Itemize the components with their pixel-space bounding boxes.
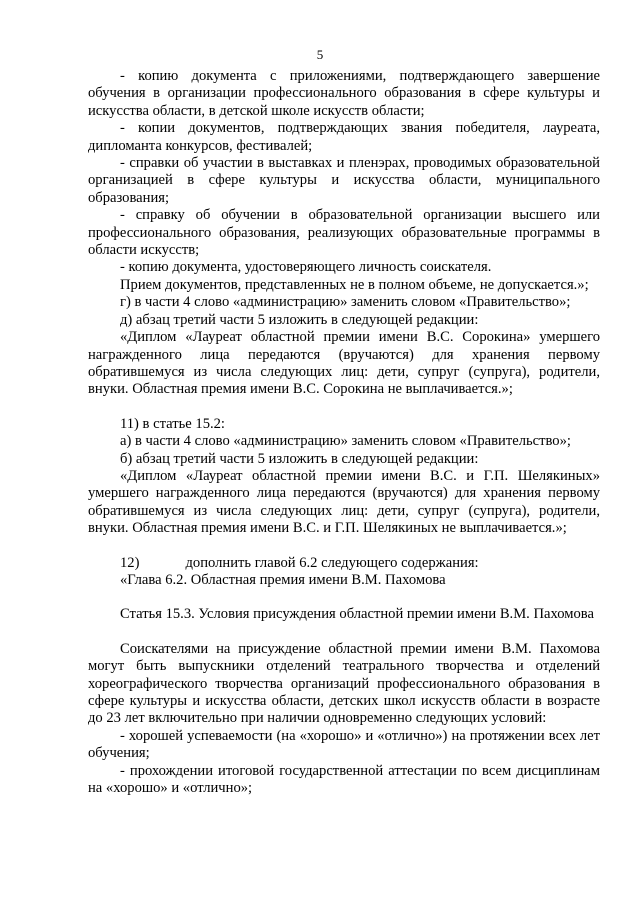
spacer xyxy=(88,538,600,555)
page-number: 5 xyxy=(316,47,324,62)
paragraph: - копию документа, удостоверяющего личность соискателя. xyxy=(120,259,492,276)
paragraph: 11) в статье 15.2: xyxy=(120,415,225,432)
paragraph: г) в части 4 слово «администрацию» заменить словом «Правительство»; xyxy=(120,294,571,311)
paragraph: б) абзац третий части 5 изложить в следующей редакции: xyxy=(120,450,479,467)
list-number: 12) xyxy=(120,554,140,571)
paragraph: - прохождении итоговой государственной аттестации по всем дисциплинам на «хорошо» и «отлично»; xyxy=(88,762,600,797)
list-item-12 xyxy=(88,555,600,572)
spacer xyxy=(88,624,600,641)
paragraph: «Диплом «Лауреат областной премии имени В.С. и Г.П. Шелякиных» умершего награжденного лица передаются (вручаются) для хранения первому обратившемуся из числа следующих лиц: дети, супруг (супруга), родители, внуки. Областная премия имени В.С. и Г.П. Шелякиных не выплачивается.»; xyxy=(88,467,600,537)
paragraph: а) в части 4 слово «администрацию» заменить словом «Правительство»; xyxy=(120,433,571,450)
spacer xyxy=(88,589,600,606)
document-body xyxy=(88,68,600,797)
chapter-heading: «Глава 6.2. Областная премия имени В.М. Пахомова xyxy=(120,571,446,588)
paragraph: - хорошей успеваемости (на «хорошо» и «отлично») на протяжении всех лет обучения; xyxy=(88,727,600,762)
paragraph: Соискателями на присуждение областной премии имени В.М. Пахомова могут быть выпускники отделений театрального творчества и отделений хореографического творчества организаций профессионального образования в сфере культуры и искусства области, детских школ искусств области в возрасте до 23 лет включительно при наличии одновременно следующих условий: xyxy=(88,640,600,727)
paragraph: д) абзац третий части 5 изложить в следующей редакции: xyxy=(120,311,479,328)
paragraph: Прием документов, представленных не в полном объеме, не допускается.»; xyxy=(120,276,589,293)
paragraph: - справку об обучении в образовательной организации высшего или профессионального образования, реализующих образовательные программы в области искусств; xyxy=(88,207,600,259)
paragraph: - копию документа с приложениями, подтверждающего завершение обучения в организации профессионального образования в сфере культуры и искусства области, в детской школе искусств области; xyxy=(88,68,600,119)
paragraph: - справки об участии в выставках и пленэрах, проводимых образовательной организацией в сфере культуры и искусства области, муниципального образования; xyxy=(88,155,600,206)
list-text: дополнить главой 6.2 следующего содержания: xyxy=(185,554,479,571)
paragraph: «Диплом «Лауреат областной премии имени В.С. Сорокина» умершего награжденного лица передаются (вручаются) для хранения первому обратившемуся из числа следующих лиц: дети, супруг (супруга), родители, внуки. Областная премия имени В.С. Сорокина не выплачивается.»; xyxy=(88,329,600,398)
spacer xyxy=(88,399,600,416)
paragraph: - копии документов, подтверждающих звания победителя, лауреата, дипломанта конкурсов, фестивалей; xyxy=(88,120,600,154)
article-heading: Статья 15.3. Условия присуждения областной премии имени В.М. Пахомова xyxy=(120,606,594,623)
